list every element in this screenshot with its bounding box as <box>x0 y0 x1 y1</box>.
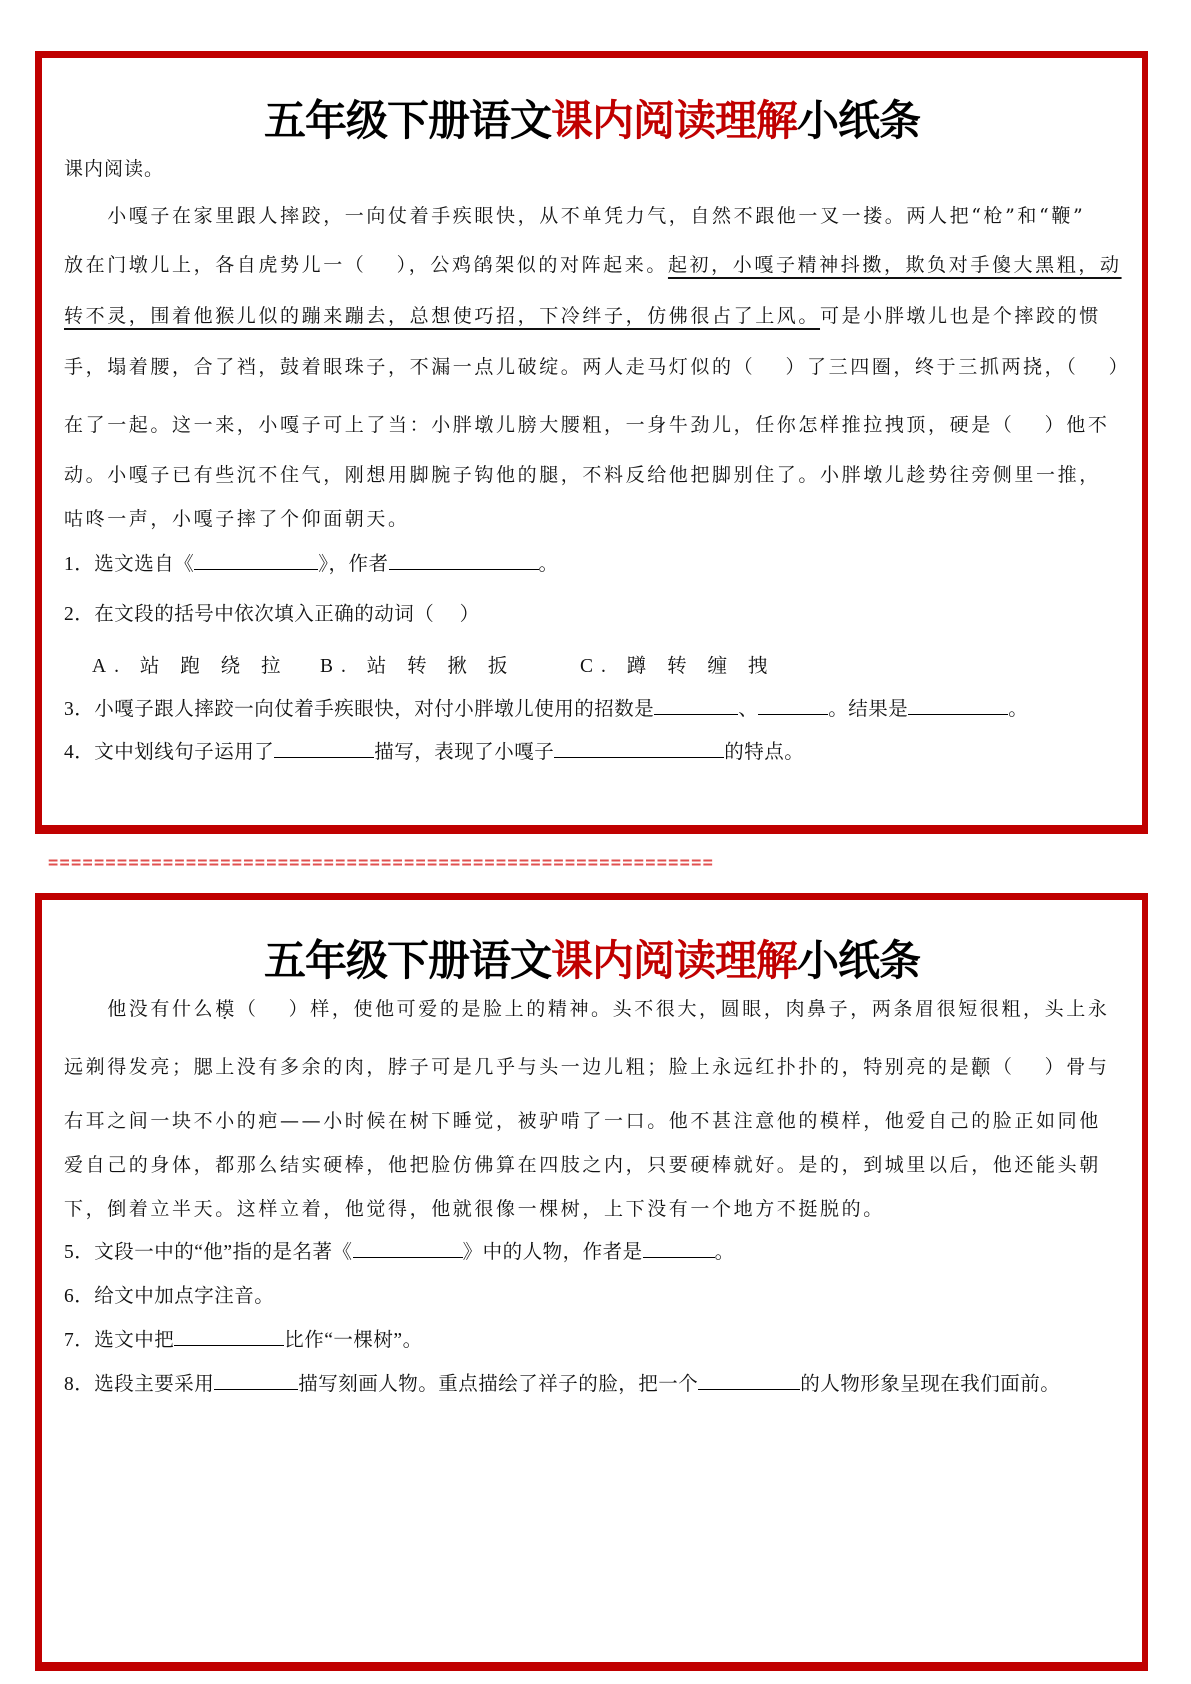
answer-blank[interactable] <box>698 1371 800 1390</box>
question-3 <box>64 693 1028 721</box>
passage-line: 动。小嘎子已有些沉不住气，刚想用脚腕子钩他的腿，不料反给他把脚别住了。小胖墩儿趁势往旁侧里一推， <box>64 464 1101 486</box>
question-text: 8．选段主要采用 <box>64 1374 215 1395</box>
question-6: 6．给文中加点字注音。 <box>64 1286 275 1307</box>
worksheet-title <box>42 928 1142 988</box>
question-text: 。 <box>538 554 559 575</box>
passage-text: 可是小胖墩儿也是个摔跤的惯 <box>820 305 1101 327</box>
answer-blank[interactable] <box>353 1239 463 1258</box>
dotted-character: 模 <box>215 998 237 1020</box>
underlined-sentence: 转不灵，围着他猴儿似的蹦来蹦去，总想使巧招，下冷绊子，仿佛很占了上风。 <box>64 305 821 327</box>
question-2-options <box>92 650 775 678</box>
question-text: 描写，表现了小嘎子 <box>374 742 555 763</box>
passage-line: 右耳之间一块不小的疤——小时候在树下睡觉，被驴啃了一口。他不甚注意他的模样，他爱自己的脸正如同他 <box>64 1110 1101 1132</box>
question-text: 5．文段一中的“他”指的是名著《 <box>64 1242 353 1263</box>
option-a[interactable]: A. 站 跑 绕 拉 <box>92 656 289 677</box>
question-text: 7．选文中把 <box>64 1330 175 1351</box>
passage-text: 他没有什么 <box>64 998 216 1020</box>
answer-blank[interactable] <box>908 696 1008 715</box>
passage-line <box>64 301 1101 328</box>
passage-line <box>64 250 1122 277</box>
passage-line: 下，倒着立半天。这样立着，他觉得，他就很像一棵树，上下没有一个地方不挺脱的。 <box>64 1198 885 1220</box>
section-label: 课内阅读。 <box>64 158 165 180</box>
question-7 <box>64 1324 423 1352</box>
question-text: 》中的人物，作者是 <box>462 1242 643 1263</box>
passage-text: 远剃得发亮；腮上没有多余的肉，脖子可是几乎与头一边儿粗；脸上永远红扑扑的，特别亮的是 <box>64 1056 972 1078</box>
title-highlight: 课内阅读理解 <box>550 96 797 145</box>
option-b[interactable]: B. 站 转 揪 扳 <box>320 656 516 677</box>
question-text: 的人物形象呈现在我们面前。 <box>800 1374 1061 1395</box>
question-8 <box>64 1368 1060 1396</box>
answer-blank[interactable] <box>174 1327 284 1346</box>
question-text: 、 <box>738 699 759 720</box>
title-part: 五年级下册语文 <box>263 936 551 985</box>
passage-text: （ ）样，使他可爱的是脸上的精神。头不很大，圆眼，肉鼻子，两条眉很短很粗，头上永 <box>236 998 1110 1020</box>
dotted-character: 颧 <box>971 1056 993 1078</box>
worksheet-title <box>42 88 1142 148</box>
passage-line: 爱自己的身体，都那么结实硬棒，他把脸仿佛算在四肢之内，只要硬棒就好。是的，到城里以后，他还能头朝 <box>64 1154 1101 1176</box>
passage-line: 手，塌着腰，合了裆，鼓着眼珠子，不漏一点儿破绽。两人走马灯似的（ ）了三四圈，终于三抓两挠，（ ） <box>64 356 1131 378</box>
answer-blank[interactable] <box>194 551 318 570</box>
title-part: 小纸条 <box>797 936 921 985</box>
option-c[interactable]: C. 蹲 转 缠 拽 <box>580 656 776 677</box>
cut-line-separator: ========================================================== <box>48 853 715 873</box>
answer-blank[interactable] <box>643 1239 715 1258</box>
passage-line <box>64 994 1109 1021</box>
title-highlight: 课内阅读理解 <box>550 936 797 985</box>
answer-blank[interactable] <box>758 696 828 715</box>
passage-line: 在了一起。这一来，小嘎子可上了当：小胖墩儿膀大腰粗，一身牛劲儿，任你怎样推拉拽顶，硬是（ ）他不 <box>64 414 1110 436</box>
answer-blank[interactable] <box>274 739 374 758</box>
passage-text: （ ）骨与 <box>992 1056 1110 1078</box>
answer-blank[interactable] <box>389 551 539 570</box>
answer-blank[interactable] <box>554 739 724 758</box>
question-text: 》，作者 <box>318 554 389 575</box>
question-text: 3．小嘎子跟人摔跤一向仗着手疾眼快，对付小胖墩儿使用的招数是 <box>64 699 655 720</box>
title-part: 五年级下册语文 <box>263 96 551 145</box>
title-part: 小纸条 <box>797 96 921 145</box>
question-text: 描写刻画人物。重点描绘了祥子的脸，把一个 <box>298 1374 699 1395</box>
worksheet-card-2 <box>35 893 1148 1671</box>
passage-text: 放在门墩儿上，各自虎势儿一（ ），公鸡鹐架似的对阵起来。 <box>64 254 668 276</box>
underlined-sentence: 起初，小嘎子精神抖擞，欺负对手傻大黑粗，动 <box>667 254 1122 276</box>
question-text: 的特点。 <box>724 742 805 763</box>
passage-line: 小嘎子在家里跟人摔跤，一向仗着手疾眼快，从不单凭力气，自然不跟他一叉一搂。两人把“枪”和“鞭” <box>64 205 1086 227</box>
question-text: 比作“一棵树”。 <box>284 1330 423 1351</box>
question-text: 1．选文选自《 <box>64 554 195 575</box>
question-4 <box>64 736 804 764</box>
worksheet-card-1 <box>35 51 1148 834</box>
answer-blank[interactable] <box>214 1371 298 1390</box>
question-text: 。结果是 <box>828 699 909 720</box>
question-1 <box>64 548 559 576</box>
question-text: 4．文中划线句子运用了 <box>64 742 275 763</box>
question-text: 。 <box>1008 699 1029 720</box>
answer-blank[interactable] <box>654 696 738 715</box>
passage-line: 咕咚一声，小嘎子摔了个仰面朝天。 <box>64 508 410 530</box>
passage-line <box>64 1052 1109 1079</box>
question-5 <box>64 1236 735 1264</box>
question-2: 2．在文段的括号中依次填入正确的动词（ ） <box>64 604 480 625</box>
question-text: 。 <box>714 1242 735 1263</box>
